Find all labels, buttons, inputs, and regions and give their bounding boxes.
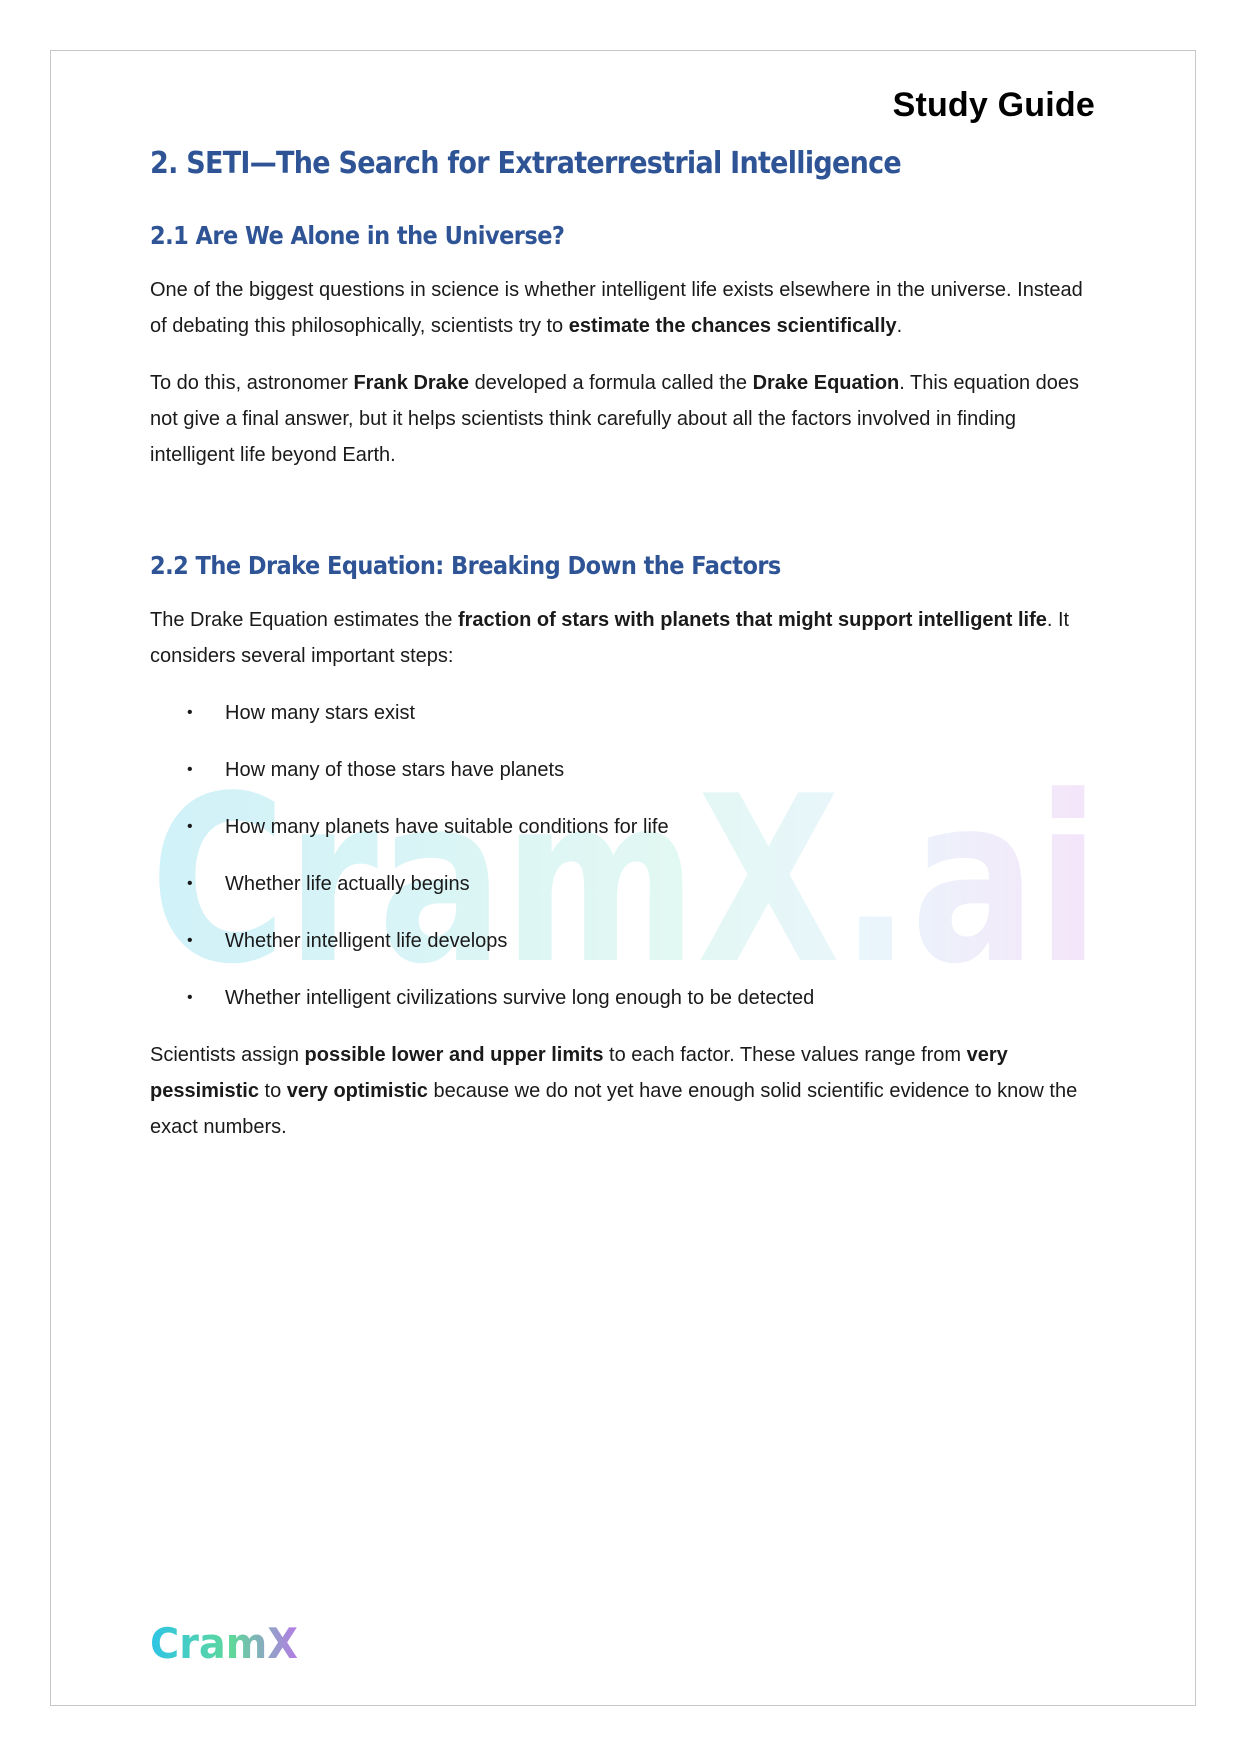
document-body xyxy=(150,146,1098,1166)
list-item: • How many stars exist xyxy=(150,695,1098,731)
list-item: • How many of those stars have planets xyxy=(150,752,1098,788)
list-item: • How many planets have suitable conditions for life xyxy=(150,809,1098,845)
subsection-title-2-2: 2.2 The Drake Equation: Breaking Down the Factors xyxy=(150,551,781,580)
factor-list xyxy=(150,695,1098,1016)
logo-text: CramX xyxy=(150,1619,298,1668)
paragraph-frank-drake: To do this, astronomer Frank Drake developed a formula called the Drake Equation. This equation does not give a final answer, but it helps scientists think carefully about all the factors involved in finding intelligent life beyond Earth. xyxy=(150,372,1080,466)
bullet-icon: • xyxy=(187,761,193,778)
study-guide-label: Study Guide xyxy=(892,86,1095,124)
paragraph-drake-estimates: The Drake Equation estimates the fraction of stars with planets that might support intelligent life. It considers several important steps: xyxy=(150,609,1070,667)
list-item: • Whether life actually begins xyxy=(150,866,1098,902)
paragraph-limits: Scientists assign possible lower and upper limits to each factor. These values range from very pessimistic to very optimistic because we do not yet have enough solid scientific evidence to know the exact numbers. xyxy=(150,1044,1078,1138)
bullet-icon: • xyxy=(187,932,193,949)
cramx-logo xyxy=(150,1618,300,1668)
watermark-text: CramX.ai xyxy=(150,760,1100,1000)
list-item: • Whether intelligent civilizations survive long enough to be detected xyxy=(150,980,1098,1016)
bullet-icon: • xyxy=(187,704,193,721)
section-title: 2. SETI—The Search for Extraterrestrial Intelligence xyxy=(150,146,901,181)
subsection-title-2-1: 2.1 Are We Alone in the Universe? xyxy=(150,221,565,250)
bullet-icon: • xyxy=(187,875,193,892)
list-item: • Whether intelligent life develops xyxy=(150,923,1098,959)
bullet-icon: • xyxy=(187,989,193,1006)
bullet-icon: • xyxy=(187,818,193,835)
paragraph-are-we-alone: One of the biggest questions in science is whether intelligent life exists elsewhere in the universe. Instead of debating this philosophically, scientists try to estimate the chances scientifically. xyxy=(150,279,1083,337)
